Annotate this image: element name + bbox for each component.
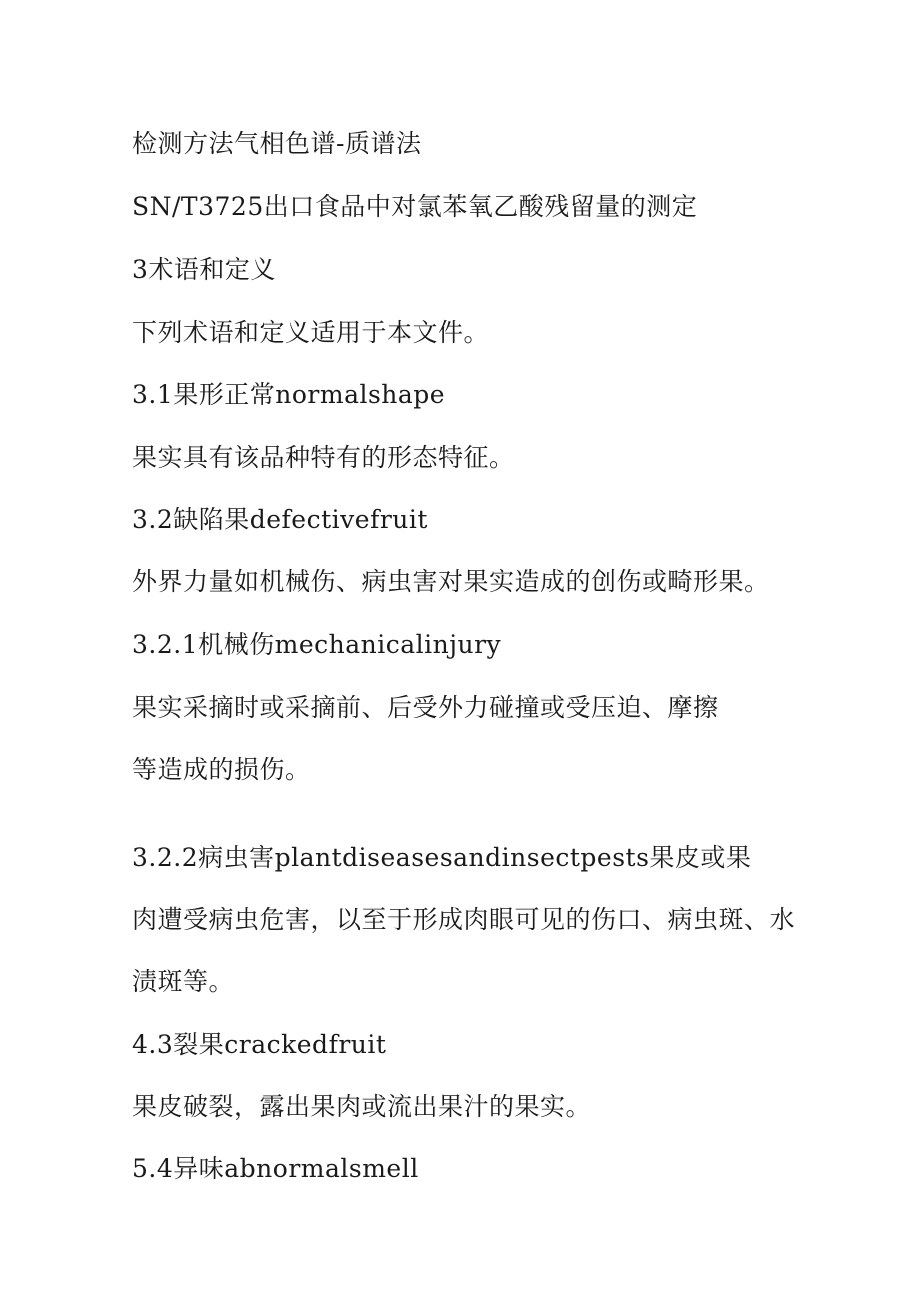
- term-definition-plant-diseases: 肉遭受病虫危害，以至于形成肉眼可见的伤口、病虫斑、水: [132, 905, 796, 934]
- text-line-method: 检测方法气相色谱-质谱法: [132, 129, 422, 158]
- term-definition-normal-shape: 果实具有该品种特有的形态特征。: [132, 443, 515, 472]
- text-line-standard-reference: SN/T3725出口食品中对氯苯氧乙酸残留量的测定: [132, 192, 698, 221]
- section-heading-terms: 3术语和定义: [132, 255, 276, 284]
- term-heading-normal-shape: 3.1果形正常normalshape: [132, 380, 446, 409]
- term-heading-cracked-fruit: 4.3裂果crackedfruit: [132, 1030, 387, 1059]
- term-heading-plant-diseases: 3.2.2病虫害plantdiseasesandinsectpests果皮或果: [132, 843, 752, 872]
- term-definition-cracked-fruit: 果皮破裂，露出果肉或流出果汁的果实。: [132, 1092, 592, 1121]
- term-heading-mechanical-injury: 3.2.1机械伤mechanicalinjury: [132, 630, 502, 659]
- term-definition-defective-fruit: 外界力量如机械伤、病虫害对果实造成的创伤或畸形果。: [132, 567, 770, 596]
- term-heading-defective-fruit: 3.2缺陷果defectivefruit: [132, 505, 428, 534]
- term-heading-abnormal-smell: 5.4异味abnormalsmell: [132, 1154, 419, 1183]
- term-definition-mechanical-injury-cont: 等造成的损伤。: [132, 755, 311, 784]
- term-definition-mechanical-injury: 果实采摘时或采摘前、后受外力碰撞或受压迫、摩擦: [132, 693, 719, 722]
- term-definition-plant-diseases-cont: 渍斑等。: [132, 967, 235, 996]
- text-line-intro: 下列术语和定义适用于本文件。: [132, 318, 490, 347]
